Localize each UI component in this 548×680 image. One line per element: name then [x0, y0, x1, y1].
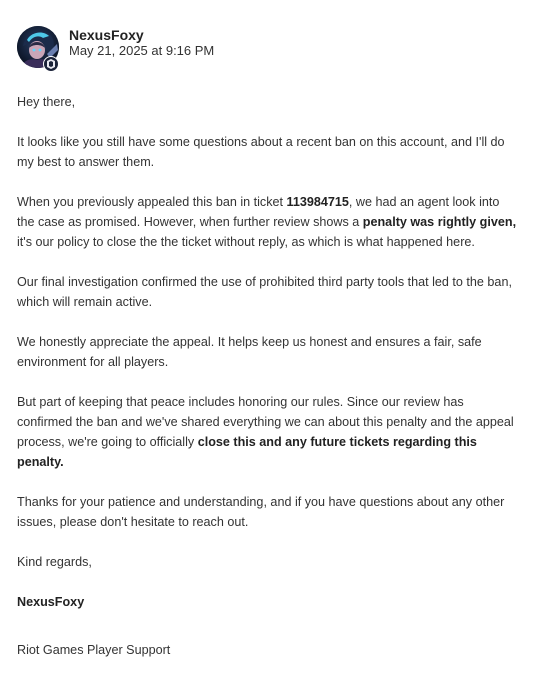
- post-timestamp: May 21, 2025 at 9:16 PM: [69, 43, 215, 58]
- paragraph-intro: It looks like you still have some questions about a recent ban on this account, and I'll do my best to answer them.: [17, 135, 505, 169]
- paragraph-closure: [17, 392, 517, 472]
- paragraph-ticket-part3: it's our policy to close the the ticket without reply, as which is what happened here.: [17, 235, 475, 249]
- paragraph-investigation: Our final investigation confirmed the use of prohibited third party tools that led to the ban, which will remain active.: [17, 275, 512, 309]
- paragraph-ticket-part1: When you previously appealed this ban in ticket: [17, 195, 287, 209]
- penalty-emphasis: penalty was rightly given,: [362, 215, 517, 229]
- paragraph-ticket: [17, 192, 517, 252]
- greeting-text: Hey there,: [17, 95, 76, 109]
- paragraph-closure-part1: But part of keeping that peace includes honoring our rules. Since our review has confirmed the ban and we've shared everything we can about this penalty and the appeal process, we're going to officially: [17, 395, 514, 449]
- author-name[interactable]: NexusFoxy: [69, 27, 144, 43]
- message-header: [17, 26, 537, 74]
- ticket-number: 113984715: [286, 195, 349, 209]
- paragraph-appreciation: We honestly appreciate the appeal. It helps keep us honest and ensures a fair, safe environment for all players.: [17, 335, 482, 369]
- paragraph-thanks: Thanks for your patience and understanding, and if you have questions about any other issues, please don't hesitate to reach out.: [17, 495, 505, 529]
- closure-emphasis: close this and any future tickets regarding this penalty.: [17, 435, 477, 469]
- paragraph-ticket-part2: , we had an agent look into the case as promised. However, when further review shows a: [17, 195, 500, 229]
- staff-badge-icon: [43, 56, 59, 72]
- message-body: [17, 92, 517, 680]
- signature-name: NexusFoxy: [17, 595, 85, 609]
- closing-text: Kind regards,: [17, 555, 92, 569]
- signature-team: Riot Games Player Support: [17, 643, 171, 657]
